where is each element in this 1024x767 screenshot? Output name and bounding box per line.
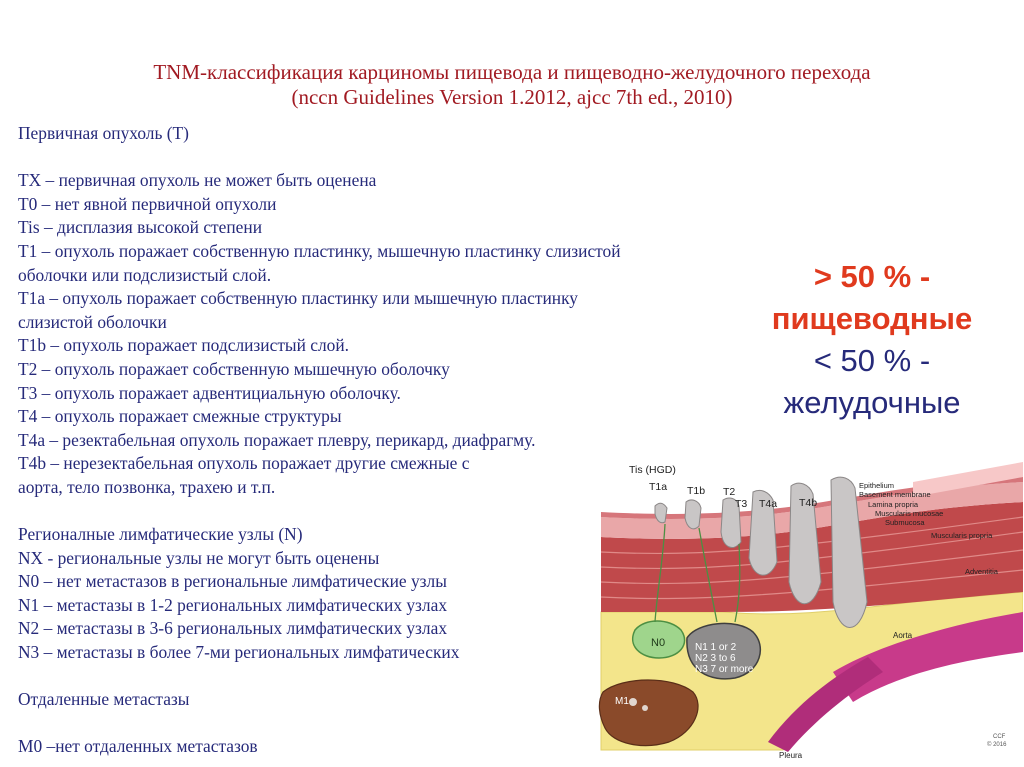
t-item: T1b – опухоль поражает подслизистый слой. [18,335,350,356]
n-item: N2 – метастазы в 3-6 региональных лимфатических узлах [18,618,448,639]
m-item: M0 –нет отдаленных метастазов [18,736,258,757]
t-item: T4a – резектабельная опухоль поражает плевру, перикард, диафрагму. [18,429,536,450]
title-line-1: TNM-классификация карциномы пищевода и пищеводно-желудочного перехода [153,60,871,84]
credit-line-2: © 2016 [987,742,1007,748]
tnm-anatomy-diagram [583,462,1023,762]
t-item: оболочки или подслизистый слой. [18,264,272,285]
percentage-callout [722,256,1022,424]
callout-line-3: < 50 % - [813,343,931,378]
title-line-2: (nccn Guidelines Version 1.2012, ajcc 7th ed., 2010) [291,85,733,109]
metastasis-spot [629,698,637,706]
slide-title [0,60,1024,110]
t-item: слизистой оболочки [18,311,167,332]
n1-label: N1 1 or 2 [695,642,737,653]
m1-label: M1 [615,696,629,707]
layer-label-adventitia: Adventitia [965,567,998,576]
pleura-label: Pleura [779,751,803,760]
t-item: TX – первичная опухоль не может быть оценена [18,170,377,191]
n-item: NX - региональные узлы не могут быть оценены [18,547,380,568]
t-item: T4b – нерезектабельная опухоль поражает другие смежные с [18,453,470,474]
credit-line-1: CCF [993,734,1006,740]
n-item: N0 – нет метастазов в региональные лимфатические узлы [18,571,447,592]
t-item: T2 – опухоль поражает собственную мышечную оболочку [18,358,450,379]
t-item: T1a – опухоль поражает собственную пластинку или мышечную пластинку [18,288,578,309]
layer-label-lamina-propria: Lamina propria [868,500,919,509]
callout-line-4: желудочные [783,385,961,420]
t-item: T0 – нет явной первичной опухоли [18,193,277,214]
metastasis-spot [642,705,648,711]
regional-nodes-heading: Регионалные лимфатические узлы (N) [18,524,303,545]
callout-line-1: > 50 % - [813,259,931,294]
stage-label-t4b: T4b [799,497,818,509]
layer-label-submucosa: Submucosa [885,518,925,527]
stage-label-t1a: T1a [649,481,668,493]
primary-tumor-heading: Первичная опухоль (T) [18,123,189,143]
t-item: T3 – опухоль поражает адвентициальную оболочку. [18,382,401,403]
stage-label-t2: T2 [723,486,736,498]
layer-label-epithelium: Epithelium [859,481,895,490]
stage-label-t4a: T4a [759,498,778,510]
n2-label: N2 3 to 6 [695,653,736,664]
layer-label-muscularis-propria: Muscularis propria [931,531,993,540]
layer-label-basement-membrane: Basement membrane [859,490,931,499]
n-item: N1 – метастазы в 1-2 региональных лимфатических узлах [18,594,448,615]
t-item: аорта, тело позвонка, трахею и т.п. [18,476,276,497]
stage-label-t3: T3 [735,498,748,510]
stage-label-tis: Tis (HGD) [629,464,676,476]
t-item: T1 – опухоль поражает собственную пластинку, мышечную пластинку слизистой [18,240,621,261]
distant-metastases-heading: Отдаленные метастазы [18,689,190,710]
n-item: N3 – метастазы в более 7-ми региональных лимфатических [18,642,460,663]
aorta-label: Aorta [893,631,913,640]
callout-line-2: пищеводные [771,301,973,336]
layer-label-muscularis-mucosae: Muscularis mucosae [875,509,944,518]
t-item: Tis – дисплазия высокой степени [18,217,263,238]
n0-label: N0 [651,637,666,649]
n3-label: N3 7 or more [695,664,754,675]
stage-label-t1b: T1b [687,485,706,497]
t-item: T4 – опухоль поражает смежные структуры [18,406,342,427]
